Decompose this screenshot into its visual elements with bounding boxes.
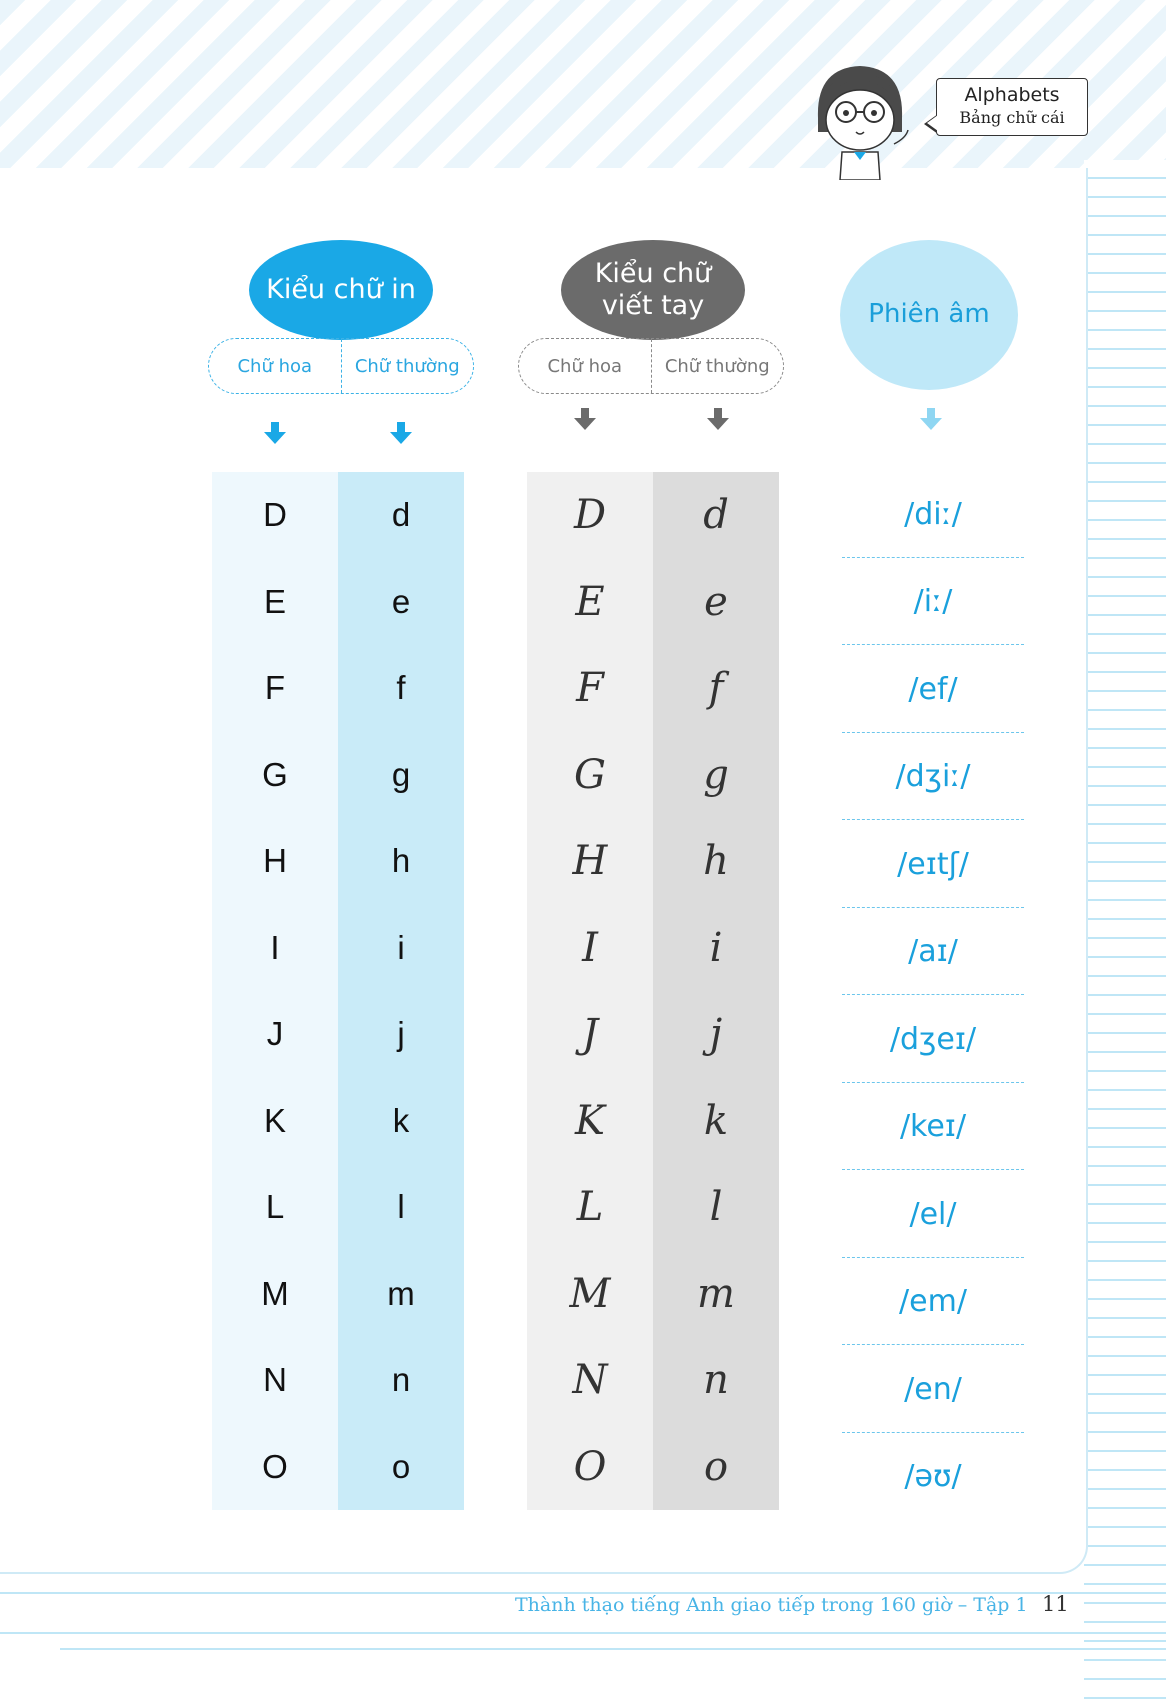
letter-cell: l: [397, 1188, 405, 1226]
letter-cell: H: [263, 842, 287, 880]
handwriting-lowercase-column: [653, 472, 779, 1510]
cursive-letter-cell: F: [576, 665, 604, 712]
letter-cell: h: [391, 842, 411, 880]
letter-cell: K: [263, 1101, 286, 1139]
cursive-letter-cell: o: [703, 1443, 729, 1490]
ipa-cell: /iː/: [842, 560, 1024, 646]
cursive-letter-cell: D: [573, 492, 607, 539]
cursive-letter-cell: N: [572, 1357, 608, 1404]
cursive-letter-cell: H: [572, 838, 608, 885]
letter-cell: g: [391, 755, 411, 793]
girl-avatar-icon: [810, 60, 910, 180]
ipa-cell: /əʊ/: [904, 1459, 962, 1495]
cursive-letter-cell: I: [582, 924, 598, 971]
arrow-down-icon: [572, 406, 598, 432]
ipa-cell: /dʒiː/: [842, 735, 1024, 821]
ipa-cell: /em/: [842, 1260, 1024, 1346]
print-lowercase-column: [338, 472, 464, 1510]
cursive-letter-cell: l: [709, 1184, 723, 1231]
arrow-down-icon: [705, 406, 731, 432]
letter-cell: i: [397, 928, 405, 966]
handwriting-style-header: [561, 240, 745, 340]
cursive-letter-cell: L: [576, 1184, 604, 1231]
page-number: 11: [1042, 1592, 1069, 1616]
cursive-letter-cell: i: [709, 924, 723, 971]
handwriting-lowercase-label: Chữ thường: [651, 339, 784, 393]
bubble-subtitle: Bảng chữ cái: [959, 108, 1065, 127]
ipa-cell: /aɪ/: [842, 910, 1024, 996]
speech-bubble: [936, 78, 1088, 136]
cursive-letter-cell: d: [703, 492, 729, 539]
cursive-letter-cell: O: [573, 1443, 607, 1490]
letter-cell: N: [263, 1361, 287, 1399]
footer-book-title: Thành thạo tiếng Anh giao tiếp trong 160 giờ – Tập 1: [515, 1594, 1028, 1616]
arrow-down-icon: [262, 420, 288, 446]
cursive-letter-cell: g: [703, 751, 729, 798]
handwriting-case-labels: [518, 338, 784, 394]
phonetic-header: [840, 240, 1018, 390]
letter-cell: E: [263, 582, 286, 620]
letter-cell: D: [263, 496, 287, 534]
cursive-letter-cell: j: [709, 1011, 723, 1058]
arrow-down-icon: [388, 420, 414, 446]
phonetic-title: Phiên âm: [868, 299, 990, 330]
cursive-letter-cell: n: [703, 1357, 729, 1404]
cursive-letter-cell: J: [581, 1011, 599, 1058]
cursive-letter-cell: h: [703, 838, 729, 885]
letter-cell: j: [397, 1015, 405, 1053]
letter-cell: I: [270, 928, 280, 966]
ipa-cell: /diː/: [842, 472, 1024, 558]
handwriting-title-line2: viết tay: [601, 290, 705, 321]
handwriting-title-line1: Kiểu chữ: [594, 257, 712, 289]
handwriting-uppercase-column: [527, 472, 653, 1510]
phonetic-column: [842, 472, 1024, 1521]
cursive-letter-cell: E: [575, 578, 605, 625]
print-uppercase-column: [212, 472, 338, 1510]
letter-cell: f: [396, 669, 406, 707]
letter-cell: G: [262, 755, 288, 793]
ipa-cell: /en/: [842, 1347, 1024, 1433]
letter-cell: J: [266, 1015, 284, 1053]
letter-cell: O: [262, 1447, 288, 1485]
letter-cell: o: [391, 1447, 411, 1485]
ruled-lines: [1084, 160, 1166, 1701]
print-uppercase-label: Chữ hoa: [237, 355, 313, 377]
bubble-title: Alphabets: [964, 84, 1060, 106]
ipa-cell: /el/: [842, 1172, 1024, 1258]
print-case-labels: [208, 338, 474, 394]
cursive-letter-cell: G: [574, 751, 606, 798]
letter-cell: d: [391, 496, 411, 534]
letter-cell: e: [391, 582, 411, 620]
cursive-letter-cell: k: [703, 1097, 729, 1144]
footer-line: [60, 1648, 1166, 1650]
letter-cell: L: [265, 1188, 285, 1226]
letter-cell: m: [387, 1274, 415, 1312]
footer-line: [0, 1632, 1166, 1634]
cursive-letter-cell: K: [575, 1097, 605, 1144]
cursive-letter-cell: e: [704, 578, 728, 625]
ipa-cell: /dʒeɪ/: [842, 997, 1024, 1083]
ipa-cell: /eɪtʃ/: [842, 822, 1024, 908]
print-lowercase-label: Chữ thường: [341, 339, 474, 393]
print-style-title: Kiểu chữ in: [266, 273, 416, 305]
letter-cell: n: [391, 1361, 411, 1399]
ipa-cell: /keɪ/: [842, 1085, 1024, 1171]
handwriting-uppercase-label: Chữ hoa: [547, 355, 623, 377]
letter-cell: k: [392, 1101, 410, 1139]
arrow-down-icon: [918, 406, 944, 432]
cursive-letter-cell: M: [569, 1270, 611, 1317]
letter-cell: M: [261, 1274, 289, 1312]
ipa-cell: /ef/: [842, 647, 1024, 733]
letter-cell: F: [264, 669, 286, 707]
cursive-letter-cell: m: [697, 1270, 735, 1317]
cursive-letter-cell: f: [708, 665, 724, 712]
speech-bubble-tail-inner: [927, 115, 938, 131]
print-style-header: [249, 240, 433, 340]
